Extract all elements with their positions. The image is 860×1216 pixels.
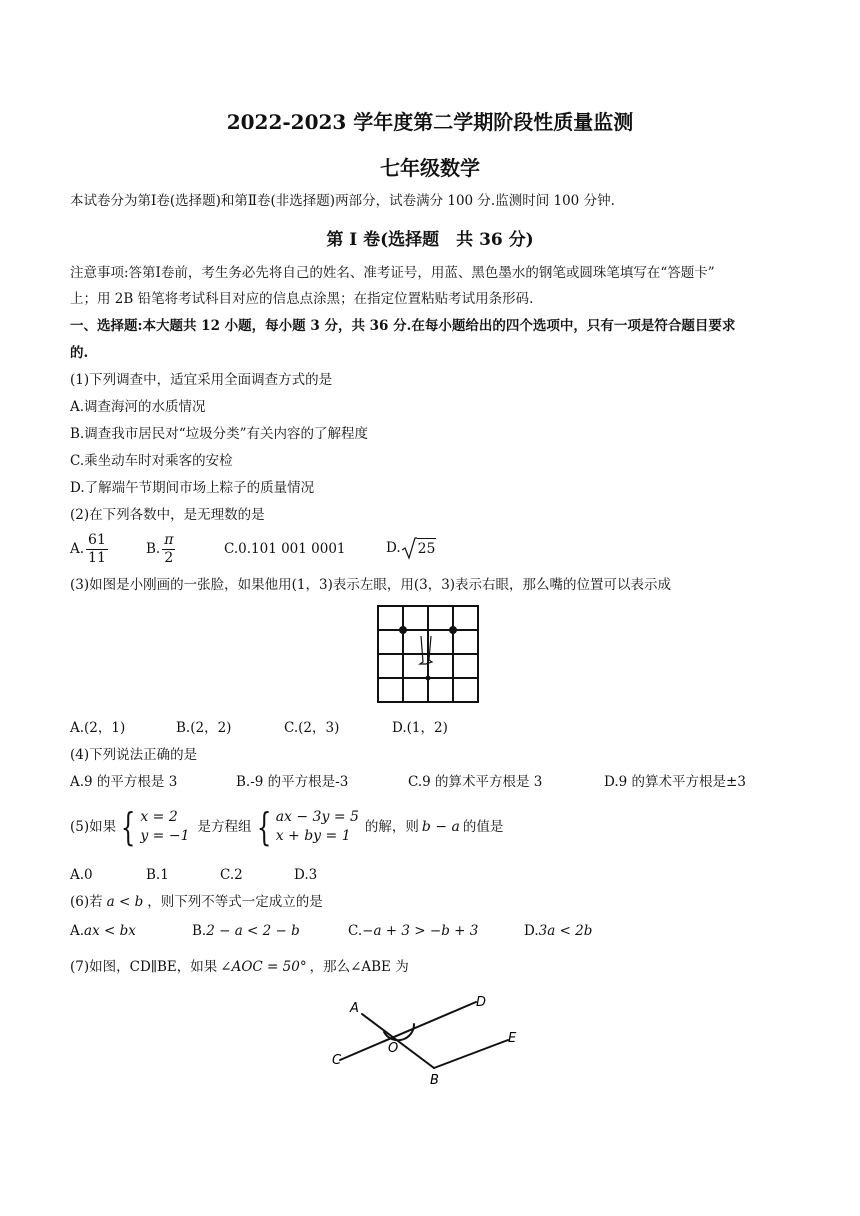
q1-option-d: D.了解端午节期间市场上粽子的质量情况	[70, 480, 315, 496]
q5-expression: b − a	[421, 819, 460, 835]
line-cd	[340, 1002, 476, 1060]
q3-stem: (3)如图是小刚画的一张脸，如果他用(1，3)表示左眼，用(3，3)表示右眼，那么嘴的位置可以表示成	[70, 577, 672, 593]
left-brace-icon: {	[120, 805, 136, 849]
q5-eq-2: y = −1	[140, 828, 190, 844]
q6-option-c	[348, 922, 478, 940]
q2-a-numerator: 61	[88, 531, 106, 548]
q5-stem	[70, 802, 503, 852]
q2-option-a	[70, 530, 108, 568]
q4-option-d: D.9 的算术平方根是±3	[604, 774, 746, 790]
part-heading-line-1: 一、选择题:本大题共 12 小题，每小题 3 分，共 36 分.在每小题给出的四个选项中，只有一项是符合题目要求	[70, 318, 736, 334]
line-be	[434, 1040, 508, 1068]
q4-stem: (4)下列说法正确的是	[70, 747, 198, 763]
q6-c-expr: −a + 3 > −b + 3	[362, 923, 479, 939]
q5-eq-4: x + by = 1	[275, 828, 351, 844]
notice-line-2: 上；用 2B 铅笔将考试科目对应的信息点涂黑；在指定位置粘贴考试用条形码.	[70, 291, 534, 307]
sqrt-symbol-icon	[401, 536, 417, 560]
q2-stem: (2)在下列各数中，是无理数的是	[70, 507, 265, 523]
page-subtitle: 七年级数学	[380, 156, 480, 180]
point-label-b: B	[430, 1073, 439, 1086]
q6-a-expr: ax < bx	[84, 923, 136, 939]
q1-stem: (1)下列调查中，适宜采用全面调查方式的是	[70, 372, 333, 388]
q2-b-denominator: 2	[164, 549, 174, 566]
q3-option-a: A.(2，1)	[70, 720, 126, 736]
q2-option-d	[386, 536, 436, 560]
q6-option-d	[524, 922, 592, 940]
q6-a-label: A.	[70, 923, 85, 939]
point-label-a: A	[350, 1001, 359, 1016]
right-eye-point	[449, 626, 457, 634]
q2-option-b	[146, 530, 175, 568]
q5-option-d: D.3	[294, 867, 318, 883]
q1-option-b: B.调查我市居民对“垃圾分类”有关内容的了解程度	[70, 426, 369, 442]
point-label-o: O	[388, 1041, 399, 1056]
q6-d-label: D.	[524, 923, 539, 939]
q5-prefix: (5)如果	[70, 819, 117, 835]
q6-d-expr: 3a < 2b	[538, 923, 593, 939]
point-label-e: E	[508, 1031, 517, 1046]
q2-d-radicand: 25	[417, 538, 437, 558]
notice-line-1: 注意事项:答第Ⅰ卷前，考生务必先将自己的姓名、准考证号，用蓝、黑色墨水的钢笔或圆珠笔填写在“答题卡”	[70, 265, 715, 281]
q6-b-expr: 2 − a < 2 − b	[206, 923, 300, 939]
q6-condition: a < b	[106, 894, 144, 910]
q2-b-label: B.	[146, 541, 161, 557]
part-heading-line-2: 的.	[70, 345, 89, 361]
q5-eq-3: ax − 3y = 5	[275, 809, 359, 825]
q4-option-a: A.9 的平方根是 3	[70, 774, 178, 790]
q2-a-label: A.	[70, 541, 85, 557]
angle-arc	[384, 1024, 414, 1040]
q5-option-b: B.1	[146, 867, 169, 883]
mouth-point	[426, 676, 431, 681]
q3-option-c: C.(2，3)	[284, 720, 340, 736]
q6-option-b	[192, 922, 300, 940]
q6-stem-b: ，则下列不等式一定成立的是	[147, 894, 323, 910]
q4-option-c: C.9 的算术平方根是 3	[408, 774, 543, 790]
q2-b-fraction	[162, 532, 175, 567]
q2-a-denominator: 11	[88, 549, 106, 566]
q5-suffix-a: 的解，则	[364, 819, 419, 835]
section-title: 第 I 卷(选择题 共 36 分)	[326, 230, 534, 250]
q6-stem-a: (6)若	[70, 894, 103, 910]
left-eye-point	[399, 626, 407, 634]
q3-option-b: B.(2，2)	[176, 720, 232, 736]
left-brace-icon: {	[256, 805, 271, 849]
q3-option-d: D.(1，2)	[392, 720, 448, 736]
q5-option-c: C.2	[220, 867, 243, 883]
q1-option-a: A.调查海河的水质情况	[70, 399, 206, 415]
q4-option-b: B.-9 的平方根是-3	[236, 774, 349, 790]
q2-a-fraction	[86, 532, 108, 567]
q5-option-a: A.0	[70, 867, 93, 883]
q6-option-a	[70, 922, 136, 940]
q7-stem-b: ，那么∠ABE 为	[309, 959, 409, 975]
q6-c-label: C.	[348, 923, 363, 939]
q6-b-label: B.	[192, 923, 207, 939]
point-label-c: C	[332, 1053, 342, 1068]
point-label-d: D	[476, 995, 487, 1010]
q5-suffix-b: 的值是	[462, 819, 504, 835]
q5-mid: 是方程组	[197, 819, 252, 835]
intro-text: 本试卷分为第Ⅰ卷(选择题)和第Ⅱ卷(非选择题)两部分，试卷满分 100 分.监测时间 100 分钟.	[70, 193, 615, 209]
q5-equation-system	[276, 808, 359, 846]
q5-eq-1: x = 2	[140, 809, 178, 825]
q6-stem	[70, 893, 323, 911]
page-title: 2022-2023 学年度第二学期阶段性质量监测	[226, 110, 634, 134]
face-grid-figure	[374, 602, 484, 706]
q7-angle: ∠AOC = 50°	[220, 959, 307, 975]
parallel-lines-figure	[328, 990, 528, 1086]
q2-b-numerator: π	[164, 531, 174, 548]
q5-solution-system	[140, 808, 189, 846]
nose-sketch	[420, 636, 432, 664]
q7-stem-a: (7)如图，CD∥BE，如果	[70, 959, 218, 975]
q2-d-label: D.	[386, 540, 401, 556]
q2-option-c: C.0.101 001 0001	[224, 541, 346, 557]
q1-option-c: C.乘坐动车时对乘客的安检	[70, 453, 233, 469]
q7-stem	[70, 958, 409, 976]
